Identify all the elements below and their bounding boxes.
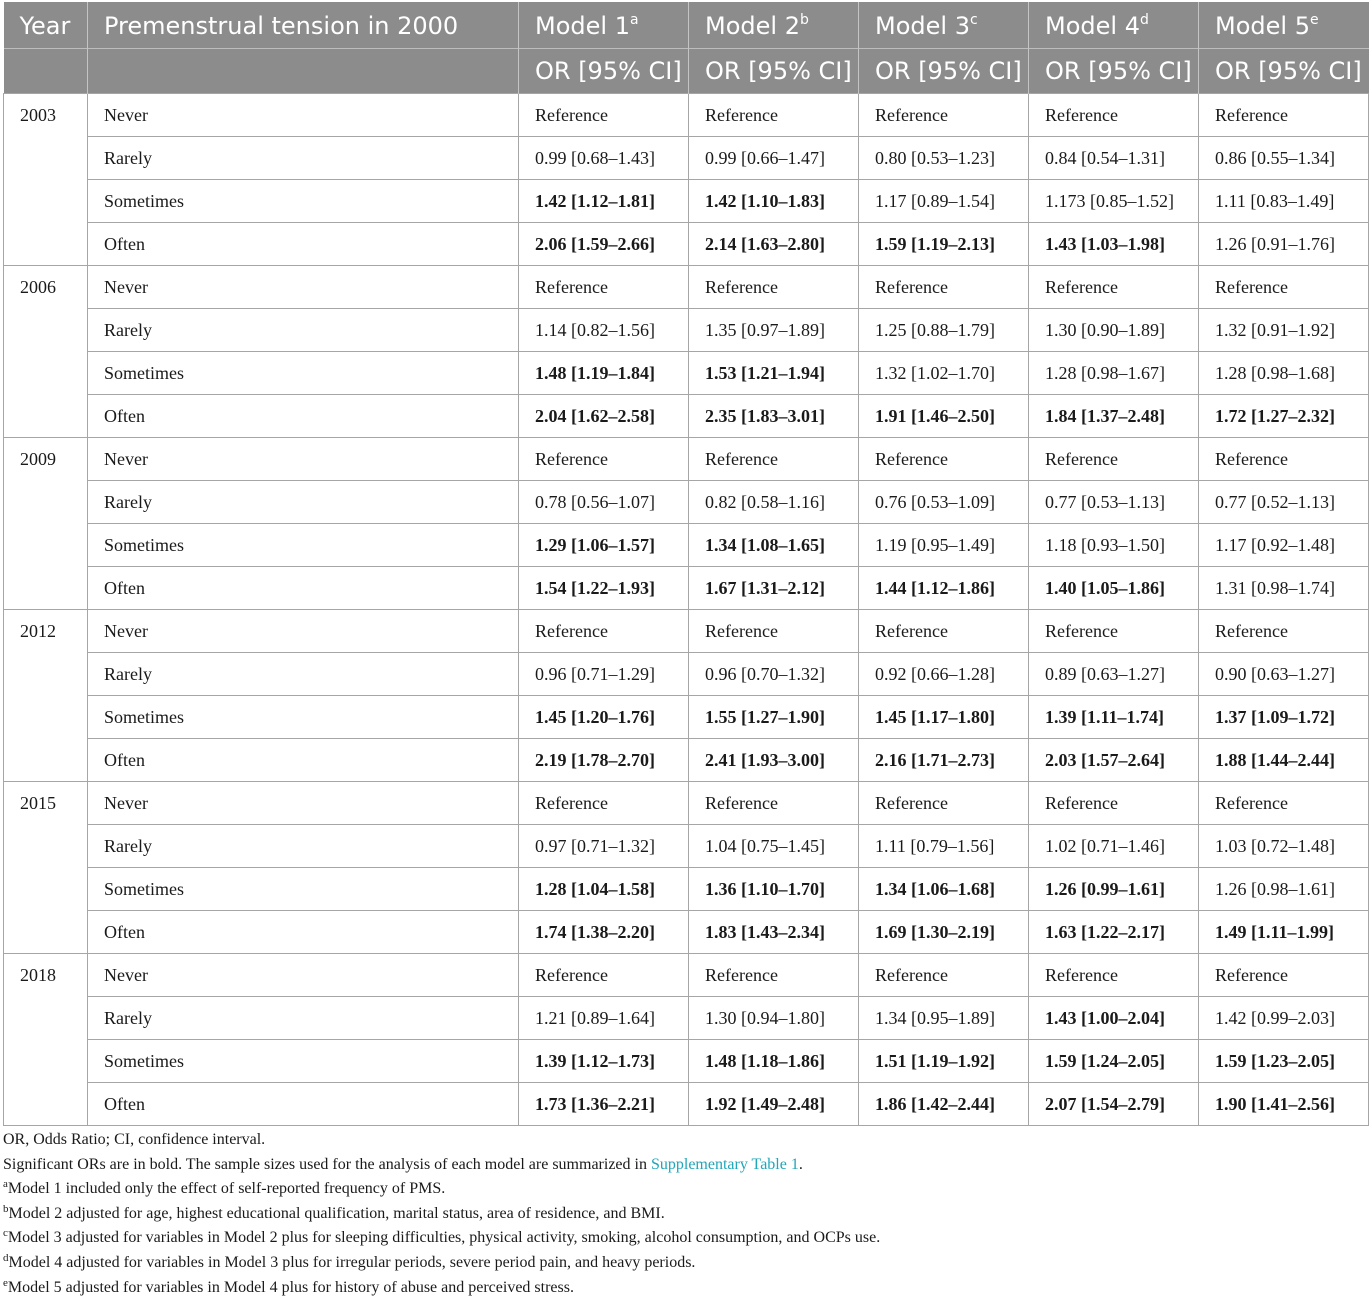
table-row — [4, 739, 1369, 782]
model-5-value-cell: 1.31 [0.98–1.74] — [1199, 567, 1369, 610]
model-4-value-cell: 1.02 [0.71–1.46] — [1029, 825, 1199, 868]
year-cell-empty — [4, 739, 88, 782]
year-cell-empty — [4, 309, 88, 352]
table-footnotes — [3, 1128, 1369, 1300]
model-3-value-cell: Reference — [859, 782, 1029, 825]
year-cell-empty — [4, 223, 88, 266]
model-3-value-cell: Reference — [859, 438, 1029, 481]
model-2-value-cell: 2.41 [1.93–3.00] — [689, 739, 859, 782]
year-cell-empty — [4, 868, 88, 911]
model-5-header: Model 5e — [1199, 2, 1369, 49]
model-5-value-cell: Reference — [1199, 266, 1369, 309]
model-3-value-cell: Reference — [859, 610, 1029, 653]
model-5-value-cell: Reference — [1199, 782, 1369, 825]
model-4-value-cell: 1.18 [0.93–1.50] — [1029, 524, 1199, 567]
model-2-value-cell: 1.04 [0.75–1.45] — [689, 825, 859, 868]
category-cell: Rarely — [88, 137, 519, 180]
model-2-value-cell: Reference — [689, 954, 859, 997]
year-cell-empty — [4, 352, 88, 395]
model-2-value-cell: 0.99 [0.66–1.47] — [689, 137, 859, 180]
model-1-value-cell: 1.39 [1.12–1.73] — [519, 1040, 689, 1083]
model-5-value-cell: 1.59 [1.23–2.05] — [1199, 1040, 1369, 1083]
year-cell-empty — [4, 180, 88, 223]
table-row — [4, 610, 1369, 653]
model-5-value-cell: 1.72 [1.27–2.32] — [1199, 395, 1369, 438]
category-cell: Never — [88, 94, 519, 137]
table-row — [4, 266, 1369, 309]
table-row — [4, 868, 1369, 911]
model-2-value-cell: 0.96 [0.70–1.32] — [689, 653, 859, 696]
model-2-value-cell: 2.35 [1.83–3.01] — [689, 395, 859, 438]
model-1-value-cell: 1.29 [1.06–1.57] — [519, 524, 689, 567]
model-1-value-cell: 1.45 [1.20–1.76] — [519, 696, 689, 739]
model-2-value-cell: 1.30 [0.94–1.80] — [689, 997, 859, 1040]
model-4-value-cell: 2.03 [1.57–2.64] — [1029, 739, 1199, 782]
category-cell: Rarely — [88, 481, 519, 524]
model-3-value-cell: 1.34 [1.06–1.68] — [859, 868, 1029, 911]
model-4-value-cell: Reference — [1029, 610, 1199, 653]
model-5-subheader: OR [95% CI] — [1199, 49, 1369, 94]
model-4-value-cell: Reference — [1029, 438, 1199, 481]
model-1-value-cell: 0.78 [0.56–1.07] — [519, 481, 689, 524]
year-cell-empty — [4, 1040, 88, 1083]
model-3-value-cell: 1.11 [0.79–1.56] — [859, 825, 1029, 868]
year-cell: 2015 — [4, 782, 88, 825]
model-5-value-cell: 0.77 [0.52–1.13] — [1199, 481, 1369, 524]
table-row — [4, 1040, 1369, 1083]
model-1-value-cell: Reference — [519, 438, 689, 481]
model-2-value-cell: Reference — [689, 94, 859, 137]
results-table-container — [3, 2, 1369, 1126]
year-subheader-blank — [4, 49, 88, 94]
significance-note: Significant ORs are in bold. The sample sizes used for the analysis of each model are summarized in Supplementary Table 1. — [3, 1155, 803, 1173]
model-1-header: Model 1$^a$ — [519, 2, 689, 49]
model-1-value-cell: 2.04 [1.62–2.58] — [519, 395, 689, 438]
model-2-value-cell: 1.36 [1.10–1.70] — [689, 868, 859, 911]
model-4-value-cell: 1.63 [1.22–2.17] — [1029, 911, 1199, 954]
year-cell: 2003 — [4, 94, 88, 137]
year-cell-empty — [4, 567, 88, 610]
table-header — [4, 2, 1369, 94]
model-3-value-cell: Reference — [859, 94, 1029, 137]
model-3-value-cell: 1.86 [1.42–2.44] — [859, 1083, 1029, 1126]
category-cell: Sometimes — [88, 696, 519, 739]
table-row — [4, 438, 1369, 481]
category-cell: Never — [88, 266, 519, 309]
table-row — [4, 696, 1369, 739]
table-row — [4, 954, 1369, 997]
table-row — [4, 137, 1369, 180]
model-2-value-cell: 1.92 [1.49–2.48] — [689, 1083, 859, 1126]
model-2-value-cell: 2.14 [1.63–2.80] — [689, 223, 859, 266]
category-cell: Sometimes — [88, 180, 519, 223]
category-column-header: Premenstrual tension in 2000 — [88, 2, 519, 49]
model-3-value-cell: 1.91 [1.46–2.50] — [859, 395, 1029, 438]
model-3-value-cell: 1.19 [0.95–1.49] — [859, 524, 1029, 567]
category-cell: Often — [88, 911, 519, 954]
model-5-value-cell: 1.49 [1.11–1.99] — [1199, 911, 1369, 954]
model-1-value-cell: Reference — [519, 954, 689, 997]
model-2-value-cell: 1.35 [0.97–1.89] — [689, 309, 859, 352]
model-4-value-cell: 1.59 [1.24–2.05] — [1029, 1040, 1199, 1083]
model-1-subheader: OR [95% CI] — [519, 49, 689, 94]
table-row — [4, 309, 1369, 352]
model-1-value-cell: 1.74 [1.38–2.20] — [519, 911, 689, 954]
year-cell: 2012 — [4, 610, 88, 653]
table-row — [4, 997, 1369, 1040]
table-row — [4, 180, 1369, 223]
model-4-value-cell: 1.28 [0.98–1.67] — [1029, 352, 1199, 395]
model-1-value-cell: 1.21 [0.89–1.64] — [519, 997, 689, 1040]
footnote-d: $^d$Model 4 adjusted for variables in Model 3 plus for irregular periods, severe period pain, and heavy periods. — [3, 1251, 696, 1271]
odds-ratio-table — [3, 2, 1369, 1126]
model-2-value-cell: Reference — [689, 782, 859, 825]
model-1-value-cell: 1.48 [1.19–1.84] — [519, 352, 689, 395]
model-2-value-cell: Reference — [689, 438, 859, 481]
model-4-value-cell: 0.84 [0.54–1.31] — [1029, 137, 1199, 180]
year-cell: 2018 — [4, 954, 88, 997]
model-2-subheader: OR [95% CI] — [689, 49, 859, 94]
model-4-value-cell: Reference — [1029, 954, 1199, 997]
model-3-value-cell: 1.17 [0.89–1.54] — [859, 180, 1029, 223]
model-2-value-cell: 1.42 [1.10–1.83] — [689, 180, 859, 223]
model-4-value-cell: 1.43 [1.03–1.98] — [1029, 223, 1199, 266]
category-cell: Rarely — [88, 309, 519, 352]
model-4-value-cell: 1.173 [0.85–1.52] — [1029, 180, 1199, 223]
model-1-value-cell: Reference — [519, 610, 689, 653]
table-row — [4, 653, 1369, 696]
category-cell: Rarely — [88, 825, 519, 868]
year-cell: 2006 — [4, 266, 88, 309]
model-5-value-cell: 1.37 [1.09–1.72] — [1199, 696, 1369, 739]
year-cell-empty — [4, 696, 88, 739]
category-cell: Rarely — [88, 653, 519, 696]
footnote-b: $^b$Model 2 adjusted for age, highest educational qualification, marital status, area of residence, and BMI. — [3, 1202, 665, 1222]
table-row — [4, 782, 1369, 825]
year-cell-empty — [4, 481, 88, 524]
model-2-value-cell: 1.53 [1.21–1.94] — [689, 352, 859, 395]
category-cell: Never — [88, 610, 519, 653]
model-4-value-cell: 1.40 [1.05–1.86] — [1029, 567, 1199, 610]
category-cell: Sometimes — [88, 868, 519, 911]
category-cell: Often — [88, 739, 519, 782]
model-4-value-cell: 0.77 [0.53–1.13] — [1029, 481, 1199, 524]
year-cell-empty — [4, 395, 88, 438]
model-2-value-cell: 1.48 [1.18–1.86] — [689, 1040, 859, 1083]
model-4-value-cell: Reference — [1029, 782, 1199, 825]
model-5-value-cell: 1.03 [0.72–1.48] — [1199, 825, 1369, 868]
model-5-value-cell: 1.11 [0.83–1.49] — [1199, 180, 1369, 223]
footnote-a: $^a$Model 1 included only the effect of self-reported frequency of PMS. — [3, 1178, 446, 1198]
model-5-value-cell: 1.28 [0.98–1.68] — [1199, 352, 1369, 395]
footnote-e: $^e$Model 5 adjusted for variables in Model 4 plus for history of abuse and perceived stress. — [3, 1276, 574, 1296]
model-5-value-cell: 0.86 [0.55–1.34] — [1199, 137, 1369, 180]
model-3-value-cell: Reference — [859, 266, 1029, 309]
model-5-value-cell: 1.32 [0.91–1.92] — [1199, 309, 1369, 352]
model-5-value-cell: 1.17 [0.92–1.48] — [1199, 524, 1369, 567]
model-3-value-cell: 1.51 [1.19–1.92] — [859, 1040, 1029, 1083]
model-1-value-cell: 0.96 [0.71–1.29] — [519, 653, 689, 696]
model-1-value-cell: 1.73 [1.36–2.21] — [519, 1083, 689, 1126]
model-2-value-cell: 1.67 [1.31–2.12] — [689, 567, 859, 610]
category-cell: Never — [88, 954, 519, 997]
model-3-value-cell: 1.59 [1.19–2.13] — [859, 223, 1029, 266]
supplementary-table-link[interactable]: Supplementary Table 1 — [650, 1155, 799, 1173]
model-2-value-cell: Reference — [689, 266, 859, 309]
model-5-value-cell: 1.42 [0.99–2.03] — [1199, 997, 1369, 1040]
model-4-value-cell: 1.39 [1.11–1.74] — [1029, 696, 1199, 739]
model-5-value-cell: Reference — [1199, 94, 1369, 137]
category-cell: Never — [88, 782, 519, 825]
model-5-value-cell: 1.90 [1.41–2.56] — [1199, 1083, 1369, 1126]
year-cell: 2009 — [4, 438, 88, 481]
category-cell: Often — [88, 1083, 519, 1126]
model-3-value-cell: 0.92 [0.66–1.28] — [859, 653, 1029, 696]
model-3-value-cell: 1.32 [1.02–1.70] — [859, 352, 1029, 395]
category-cell: Sometimes — [88, 1040, 519, 1083]
table-row — [4, 567, 1369, 610]
table-body — [4, 94, 1369, 1126]
model-3-value-cell: 0.76 [0.53–1.09] — [859, 481, 1029, 524]
model-5-value-cell: Reference — [1199, 438, 1369, 481]
table-row — [4, 94, 1369, 137]
year-cell-empty — [4, 524, 88, 567]
year-cell-empty — [4, 137, 88, 180]
model-3-value-cell: 1.45 [1.17–1.80] — [859, 696, 1029, 739]
year-cell-empty — [4, 997, 88, 1040]
model-4-value-cell: 1.43 [1.00–2.04] — [1029, 997, 1199, 1040]
model-3-header: Model 3$^c$ — [859, 2, 1029, 49]
category-cell: Often — [88, 223, 519, 266]
model-3-value-cell: 1.69 [1.30–2.19] — [859, 911, 1029, 954]
table-row — [4, 395, 1369, 438]
model-3-value-cell: 1.25 [0.88–1.79] — [859, 309, 1029, 352]
model-1-value-cell: 2.06 [1.59–2.66] — [519, 223, 689, 266]
model-4-subheader: OR [95% CI] — [1029, 49, 1199, 94]
table-row — [4, 223, 1369, 266]
year-cell-empty — [4, 653, 88, 696]
model-4-value-cell: Reference — [1029, 94, 1199, 137]
table-row — [4, 352, 1369, 395]
model-3-subheader: OR [95% CI] — [859, 49, 1029, 94]
model-5-value-cell: 1.26 [0.91–1.76] — [1199, 223, 1369, 266]
model-5-value-cell: Reference — [1199, 954, 1369, 997]
model-2-value-cell: 1.34 [1.08–1.65] — [689, 524, 859, 567]
category-cell: Rarely — [88, 997, 519, 1040]
model-4-value-cell: 1.26 [0.99–1.61] — [1029, 868, 1199, 911]
model-1-value-cell: 0.97 [0.71–1.32] — [519, 825, 689, 868]
model-1-value-cell: 1.54 [1.22–1.93] — [519, 567, 689, 610]
table-row — [4, 481, 1369, 524]
year-cell-empty — [4, 911, 88, 954]
model-2-value-cell: 1.83 [1.43–2.34] — [689, 911, 859, 954]
model-5-value-cell: 0.90 [0.63–1.27] — [1199, 653, 1369, 696]
model-1-value-cell: 2.19 [1.78–2.70] — [519, 739, 689, 782]
table-row — [4, 1083, 1369, 1126]
model-3-value-cell: 0.80 [0.53–1.23] — [859, 137, 1029, 180]
model-4-value-cell: Reference — [1029, 266, 1199, 309]
model-1-value-cell: Reference — [519, 782, 689, 825]
abbreviations-note: OR, Odds Ratio; CI, confidence interval. — [3, 1131, 266, 1148]
category-cell: Often — [88, 567, 519, 610]
model-4-value-cell: 1.84 [1.37–2.48] — [1029, 395, 1199, 438]
category-subheader-blank — [88, 49, 519, 94]
category-cell: Often — [88, 395, 519, 438]
category-cell: Sometimes — [88, 352, 519, 395]
model-3-value-cell: 2.16 [1.71–2.73] — [859, 739, 1029, 782]
model-2-value-cell: Reference — [689, 610, 859, 653]
category-cell: Sometimes — [88, 524, 519, 567]
category-cell: Never — [88, 438, 519, 481]
model-5-value-cell: 1.88 [1.44–2.44] — [1199, 739, 1369, 782]
model-2-header: Model 2$^b$ — [689, 2, 859, 49]
footnote-c: $^c$Model 3 adjusted for variables in Model 2 plus for sleeping difficulties, physical activity, smoking, alcohol consumption, and OCPs use. — [3, 1227, 881, 1247]
table-row — [4, 911, 1369, 954]
year-cell-empty — [4, 1083, 88, 1126]
model-1-value-cell: 1.14 [0.82–1.56] — [519, 309, 689, 352]
model-5-value-cell: 1.26 [0.98–1.61] — [1199, 868, 1369, 911]
model-3-value-cell: 1.34 [0.95–1.89] — [859, 997, 1029, 1040]
table-row — [4, 524, 1369, 567]
table-row — [4, 825, 1369, 868]
year-column-header: Year — [4, 2, 88, 49]
model-1-value-cell: 1.42 [1.12–1.81] — [519, 180, 689, 223]
model-1-value-cell: Reference — [519, 266, 689, 309]
model-4-value-cell: 1.30 [0.90–1.89] — [1029, 309, 1199, 352]
model-4-header: Model 4$^d$ — [1029, 2, 1199, 49]
model-1-value-cell: Reference — [519, 94, 689, 137]
model-4-value-cell: 2.07 [1.54–2.79] — [1029, 1083, 1199, 1126]
model-5-value-cell: Reference — [1199, 610, 1369, 653]
year-cell-empty — [4, 825, 88, 868]
model-2-value-cell: 0.82 [0.58–1.16] — [689, 481, 859, 524]
model-4-value-cell: 0.89 [0.63–1.27] — [1029, 653, 1199, 696]
model-1-value-cell: 1.28 [1.04–1.58] — [519, 868, 689, 911]
model-3-value-cell: 1.44 [1.12–1.86] — [859, 567, 1029, 610]
model-3-value-cell: Reference — [859, 954, 1029, 997]
model-1-value-cell: 0.99 [0.68–1.43] — [519, 137, 689, 180]
model-2-value-cell: 1.55 [1.27–1.90] — [689, 696, 859, 739]
